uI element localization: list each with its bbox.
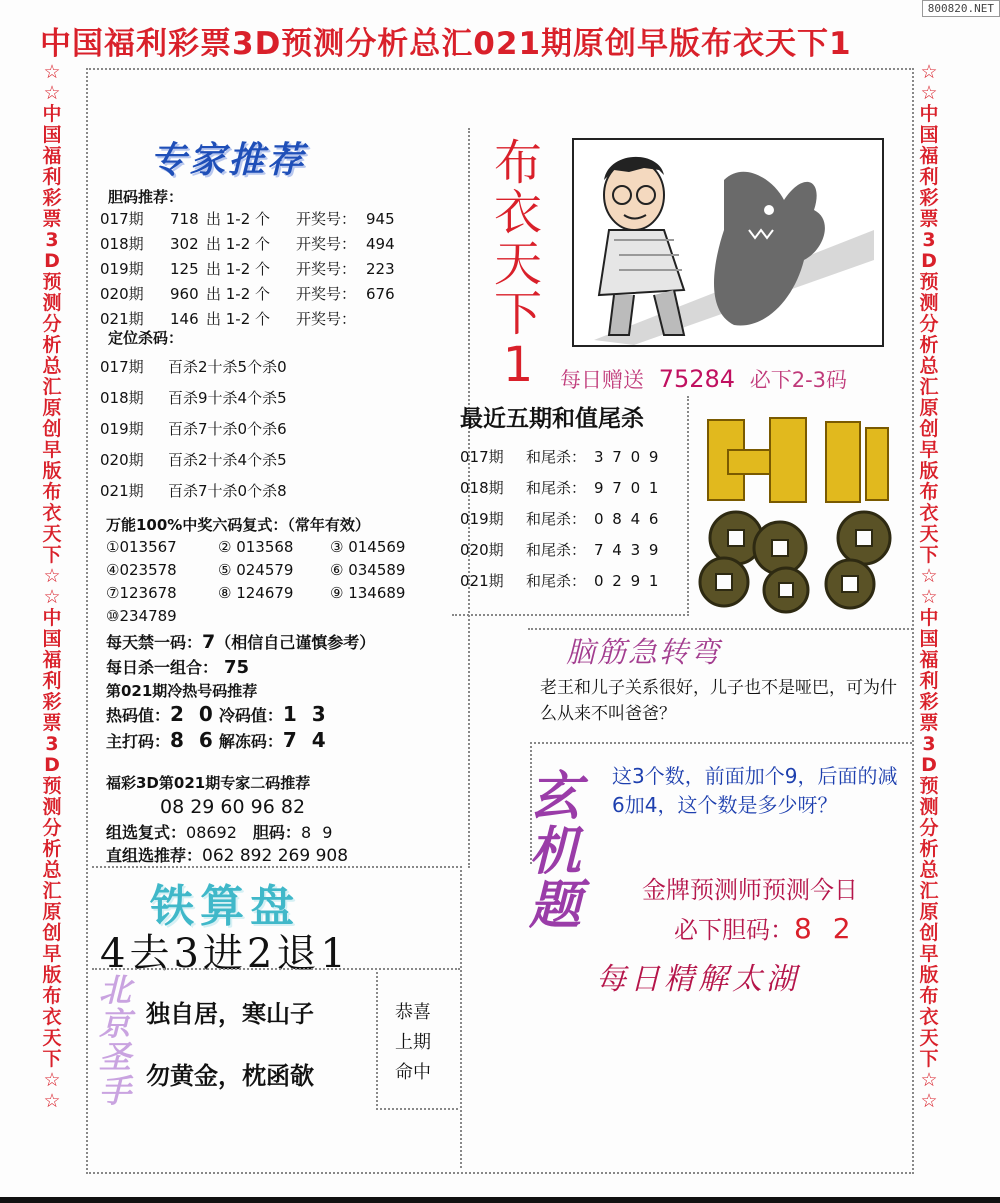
mystery-vertical-title: 玄机题 [528,767,581,937]
dan-row: 017期 718 出 1-2 个 开奖号： 945 [100,210,395,228]
copper-coins-icon [700,512,890,612]
gold-coins-image [698,410,908,615]
beijing-vertical: 北京圣手 [98,971,131,1110]
pos-row: 017期 百杀2十杀5个杀0 [100,358,287,376]
brain-question: 老王和儿子关系很好，儿子也不是哑巴，可为什么从来不叫爸爸？ [540,678,897,724]
mystery-question: 这3个数，前面加个9，后面的减6加4，这个数是多少呀？ [612,764,898,817]
pos-row: 020期 百杀2十杀4个杀5 [100,451,287,469]
expert-heading: 专家推荐 [150,140,307,181]
six-codes-grid [106,538,456,630]
daily-gift-line: 每日赠送 75284 必下2-3码 [560,365,848,393]
six-code: ④023578 [106,561,177,579]
main-thaw-line: 主打码：8 6 解冻码：7 4 [106,728,330,752]
sum-tail-row: 021期 和尾杀： 0 2 9 1 [460,572,661,590]
six-code: ② 013568 [218,538,294,556]
right-side-banner: ☆☆中国福利彩票3D预测分析总汇原创早版布衣天下☆☆中国福利彩票3D预测分析总汇原创早版布衣天下☆☆ [919,62,939,1112]
buyi-vertical-title: 布衣天下1 [493,135,542,393]
bottom-strip [0,1197,1000,1203]
dan-row: 019期 125 出 1-2 个 开奖号： 223 [100,260,395,278]
dan-row: 020期 960 出 1-2 个 开奖号： 676 [100,285,395,303]
direct-line: 直组选推荐：062 892 269 908 [106,846,349,866]
brain-heading: 脑筋急转弯 [566,635,722,669]
six-code: ⑩234789 [106,607,177,625]
six-title: 万能100%中奖六码复式：（常年有效） [106,516,370,534]
six-code: ⑦123678 [106,584,177,602]
cartoon-illustration [574,140,882,345]
gold-predictor-line: 金牌预测师预测今日 [642,876,858,904]
sum-tail-heading: 最近五期和值尾杀 [460,406,644,432]
sum-tail-row: 018期 和尾杀： 9 7 0 1 [460,479,661,497]
iron-line: 4去3进2退1 [100,931,350,977]
poem-line-1: 独自居，寒山子 [146,1000,314,1028]
dan-table [100,208,460,330]
two-codes: 08 29 60 96 82 [160,796,306,818]
group-line: 组选复式：08692 胆码：8 9 [106,823,336,842]
gold-bars-icon [708,418,888,502]
dan-title: 胆码推荐： [108,188,184,206]
sum-tail-row: 017期 和尾杀： 3 7 0 9 [460,448,661,466]
six-code: ⑥ 034589 [330,561,406,579]
congrats-text: 命中 [395,1062,431,1083]
taihu-heading: 每日精解太湖 [596,962,800,997]
dan-row: 018期 302 出 1-2 个 开奖号： 494 [100,235,395,253]
six-code: ①013567 [106,538,177,556]
sum-tail-table [460,446,690,601]
pos-row: 018期 百杀9十杀4个杀5 [100,389,287,407]
six-code: ⑤ 024579 [218,561,294,579]
iron-heading: 铁算盘 [150,881,300,932]
site-watermark: 800820.NET [922,0,1000,17]
six-code: ⑨ 134689 [330,584,406,602]
two-title: 福彩3D第021期专家二码推荐 [106,774,311,792]
left-side-banner: ☆☆中国福利彩票3D预测分析总汇原创早版布衣天下☆☆中国福利彩票3D预测分析总汇原创早版布衣天下☆☆ [42,62,62,1112]
pos-row: 019期 百杀7十杀0个杀6 [100,420,287,438]
cartoon-image [572,138,884,347]
iron-divider [92,968,460,970]
kill-line: 每日杀一组合： 75 [106,657,250,678]
six-code: ③ 014569 [330,538,406,556]
sum-tail-row: 020期 和尾杀： 7 4 3 9 [460,541,661,559]
sum-tail-row: 019期 和尾杀： 0 8 4 6 [460,510,661,528]
congrats-text: 上期 [395,1032,431,1053]
pos-title: 定位杀码： [108,329,184,347]
ban-line: 每天禁一码：7（相信自己谨慎参考） [106,631,376,653]
poem-line-2: 勿黄金，枕函欹 [146,1062,314,1090]
pos-row: 021期 百杀7十杀0个杀8 [100,482,287,500]
hot-cold-line: 热码值：2 0 冷码值：1 3 [106,702,330,726]
six-code: ⑧ 124679 [218,584,294,602]
congrats-box [388,998,438,1088]
page-title: 中国福利彩票3D预测分析总汇021期原创早版布衣天下1 [40,26,852,62]
hotcold-title: 第021期冷热号码推荐 [106,682,258,700]
congrats-text: 恭喜 [395,1002,431,1023]
gold-dan-line: 必下胆码：8 2 [674,912,857,945]
dan-row: 021期 146 出 1-2 个 开奖号： [100,310,357,328]
pos-table [100,356,440,511]
